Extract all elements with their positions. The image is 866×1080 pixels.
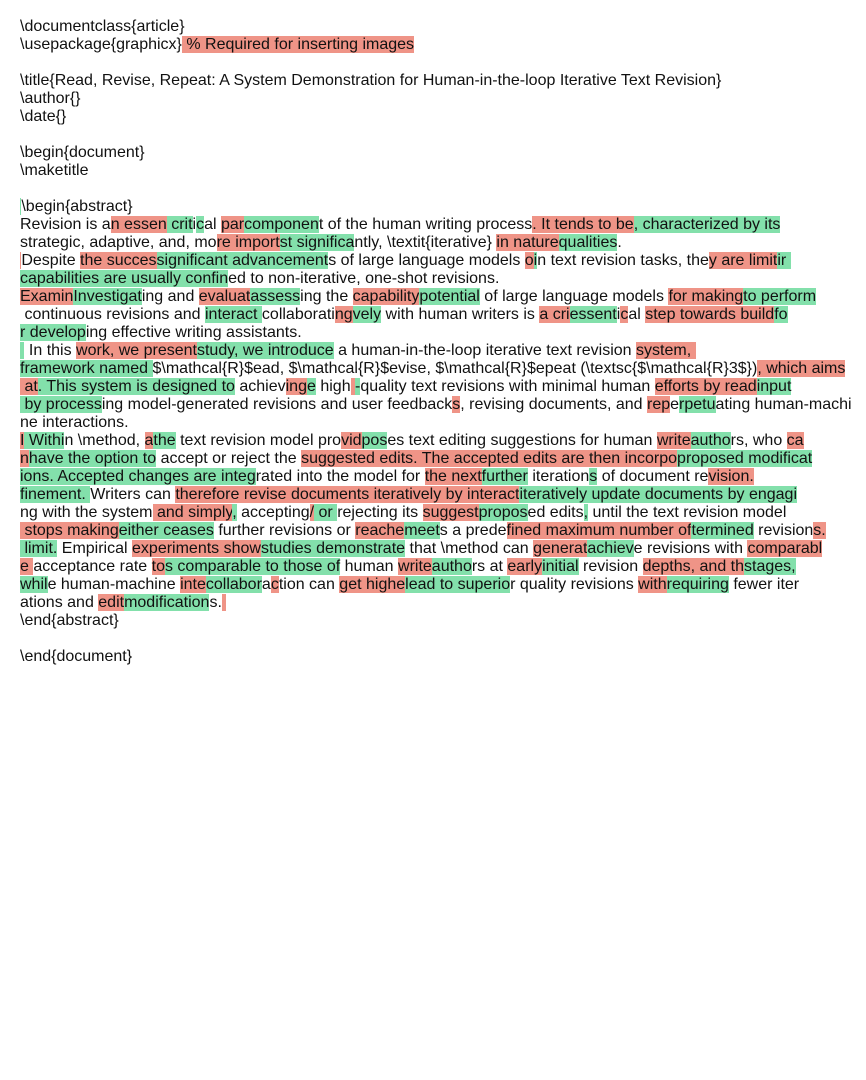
unchanged-text: rs, who xyxy=(730,432,787,449)
unchanged-text: acceptance rate xyxy=(33,558,152,575)
unchanged-text: rated into the model for xyxy=(255,468,425,485)
deleted-text: c xyxy=(270,576,279,593)
unchanged-text: quality text revisions with minimal human xyxy=(360,378,655,395)
deleted-text: s xyxy=(452,396,461,413)
deleted-text: to xyxy=(151,558,165,575)
deleted-text: in nature xyxy=(496,234,559,251)
inserted-text: stages, xyxy=(744,558,796,575)
unchanged-text: \end{document} xyxy=(20,648,133,665)
deleted-text: reache xyxy=(355,522,405,539)
unchanged-text: , revising documents, and xyxy=(460,396,648,413)
unchanged-text: i xyxy=(616,306,621,323)
text-line xyxy=(20,36,866,54)
text-line xyxy=(20,378,866,396)
unchanged-text: revision xyxy=(578,558,643,575)
unchanged-text: of large language models xyxy=(479,288,669,305)
unchanged-text: \maketitle xyxy=(20,162,89,179)
unchanged-text: $\mathcal{R}$ead, $\mathcal{R}$evise, $\mathcal{R}$epeat (\textsc{$\mathcal{R}3$}) xyxy=(152,360,758,377)
deleted-text: at xyxy=(20,378,38,395)
inserted-text: interact xyxy=(205,306,262,323)
unchanged-text: \end{abstract} xyxy=(20,612,119,629)
text-line xyxy=(20,306,866,324)
inserted-text: crit xyxy=(166,216,193,233)
unchanged-text: achiev xyxy=(234,378,286,395)
unchanged-text: text revision model pro xyxy=(175,432,342,449)
unchanged-text: high xyxy=(315,378,351,395)
unchanged-text: ne interactions. xyxy=(20,414,129,431)
deleted-text: y are limit xyxy=(708,252,778,269)
text-line xyxy=(20,216,866,234)
inserted-text: propos xyxy=(478,504,528,521)
unchanged-text: \author{} xyxy=(20,90,81,107)
deleted-text: , which aims xyxy=(757,360,846,377)
deleted-text: stops making xyxy=(20,522,119,539)
deleted-text: c xyxy=(620,306,629,323)
deleted-text: the next xyxy=(424,468,482,485)
unchanged-text: ing model-generated revisions and user feedback xyxy=(101,396,453,413)
unchanged-text: r quality revisions xyxy=(510,576,639,593)
unchanged-text: \begin{abstract} xyxy=(21,198,133,215)
unchanged-text: with human writers is xyxy=(381,306,540,323)
deleted-text: vision. xyxy=(708,468,754,485)
inserted-text: - xyxy=(355,378,361,395)
deleted-text: suggest xyxy=(422,504,479,521)
text-line xyxy=(20,180,866,198)
text-line xyxy=(20,18,866,36)
deleted-text: e xyxy=(20,558,34,575)
inserted-text: i xyxy=(533,252,538,269)
text-line xyxy=(20,324,866,342)
unchanged-text: a human-in-the-loop iterative text revision xyxy=(333,342,637,359)
inserted-text: potential xyxy=(419,288,480,305)
inserted-text: componen xyxy=(244,216,319,233)
deleted-text: Examin xyxy=(20,288,74,305)
unchanged-text: ating human-machi xyxy=(715,396,852,413)
unchanged-text: revision xyxy=(753,522,814,539)
inserted-text: lead to superio xyxy=(405,576,511,593)
deleted-text: / xyxy=(309,504,315,521)
unchanged-text: In this xyxy=(24,342,77,359)
deleted-text: ca xyxy=(786,432,804,449)
inserted-text: , xyxy=(583,504,589,521)
text-line xyxy=(20,90,866,108)
unchanged-text: e human-machine xyxy=(47,576,181,593)
deleted-text: vid xyxy=(341,432,362,449)
deleted-text: with xyxy=(638,576,667,593)
inserted-text: Investigat xyxy=(73,288,142,305)
deleted-text: rep xyxy=(647,396,671,413)
text-line xyxy=(20,342,866,360)
inserted-text: qualities xyxy=(558,234,618,251)
text-line xyxy=(20,198,866,216)
text-line xyxy=(20,612,866,630)
inserted-text: limit. xyxy=(20,540,58,557)
deleted-text: and simply xyxy=(152,504,233,521)
text-line xyxy=(20,72,866,90)
unchanged-text: e revisions with xyxy=(633,540,748,557)
text-line xyxy=(20,648,866,666)
deleted-text: therefore revise documents iteratively by interact xyxy=(175,486,520,503)
unchanged-text: ed to non-iterative, one-shot revisions. xyxy=(228,270,500,287)
inserted-text: requiring xyxy=(666,576,729,593)
unchanged-text: ng with the system xyxy=(20,504,153,521)
text-line xyxy=(20,450,866,468)
deleted-text: comparabl xyxy=(747,540,823,557)
text-line xyxy=(20,126,866,144)
text-line xyxy=(20,288,866,306)
deleted-text: edit xyxy=(98,594,125,611)
unchanged-text: e xyxy=(670,396,680,413)
unchanged-text: ing and xyxy=(141,288,199,305)
text-line xyxy=(20,144,866,162)
text-line xyxy=(20,486,866,504)
text-line xyxy=(20,270,866,288)
deleted-text: o xyxy=(524,252,534,269)
inserted-text: ions. Accepted changes are integ xyxy=(20,468,256,485)
unchanged-text: Empirical xyxy=(57,540,133,557)
inserted-text: capabilities are usually confin xyxy=(20,270,229,287)
inserted-text: autho xyxy=(431,558,472,575)
unchanged-text: ed edits xyxy=(527,504,584,521)
deleted-text: re import xyxy=(216,234,280,251)
deleted-text: ng xyxy=(334,306,353,323)
inserted-text: significant advancement xyxy=(156,252,329,269)
unchanged-text: \date{} xyxy=(20,108,67,125)
unchanged-text: further revisions or xyxy=(213,522,356,539)
deleted-text: step towards build xyxy=(645,306,775,323)
inserted-text: . This system is designed to xyxy=(37,378,235,395)
unchanged-text: al xyxy=(204,216,221,233)
text-line xyxy=(20,576,866,594)
deleted-text: system, xyxy=(636,342,696,359)
deleted-text: the succes xyxy=(80,252,157,269)
inserted-text: essent xyxy=(569,306,617,323)
inserted-text: autho xyxy=(690,432,731,449)
unchanged-text: ations and xyxy=(20,594,99,611)
inserted-text: rpetu xyxy=(679,396,716,413)
unchanged-text: strategic, adaptive, and, mo xyxy=(20,234,217,251)
deleted-text: I xyxy=(20,432,25,449)
unchanged-text: tion can xyxy=(278,576,340,593)
deleted-text: % Required for inserting images xyxy=(181,36,415,53)
deleted-text: depths, and th xyxy=(642,558,745,575)
deleted-text: efforts by read xyxy=(654,378,757,395)
deleted-text: ing xyxy=(285,378,307,395)
inserted-text: pos xyxy=(361,432,388,449)
inserted-text: initial xyxy=(542,558,579,575)
deleted-text: inte xyxy=(180,576,206,593)
unchanged-text: ntly, \textit{iterative} xyxy=(354,234,497,251)
inserted-text: Withi xyxy=(24,432,65,449)
text-line xyxy=(20,630,866,648)
deleted-text: suggested edits. The accepted edits are then incorpo xyxy=(301,450,678,467)
deleted-text: write xyxy=(656,432,691,449)
inserted-text: assess xyxy=(250,288,301,305)
text-line xyxy=(20,414,866,432)
unchanged-text: accept or reject the xyxy=(156,450,302,467)
deleted-text: n essen xyxy=(110,216,167,233)
inserted-text: vely xyxy=(352,306,382,323)
text-line xyxy=(20,108,866,126)
deleted-text: capability xyxy=(352,288,420,305)
text-line xyxy=(20,162,866,180)
deleted-text: s. xyxy=(813,522,826,539)
text-line xyxy=(20,540,866,558)
inserted-text: collabor xyxy=(205,576,262,593)
text-line xyxy=(20,396,866,414)
unchanged-text: \usepackage{graphicx} xyxy=(20,36,182,53)
unchanged-text: ing the xyxy=(300,288,353,305)
deleted-text: experiments show xyxy=(132,540,261,557)
unchanged-text: collaborati xyxy=(261,306,335,323)
inserted-text: e xyxy=(306,378,316,395)
unchanged-text: rs at xyxy=(471,558,508,575)
unchanged-text: until the text revision model xyxy=(588,504,787,521)
inserted-text: to perform xyxy=(743,288,817,305)
unchanged-text: fewer iter xyxy=(728,576,800,593)
inserted-text: meet xyxy=(404,522,440,539)
text-line xyxy=(20,504,866,522)
deleted-text: fined maximum number of xyxy=(506,522,692,539)
unchanged-text: . xyxy=(617,234,622,251)
text-line xyxy=(20,234,866,252)
inserted-text: whil xyxy=(20,576,48,593)
inserted-text: fo xyxy=(774,306,788,323)
unchanged-text: Revision is a xyxy=(20,216,111,233)
inserted-text: by process xyxy=(20,396,102,413)
text-line xyxy=(20,522,866,540)
unchanged-text: ing effective writing assistants. xyxy=(85,324,302,341)
unchanged-text: al xyxy=(628,306,646,323)
inserted-text: , characterized by its xyxy=(633,216,781,233)
unchanged-text: s. xyxy=(209,594,222,611)
deleted-text xyxy=(222,594,226,611)
unchanged-text: \documentclass{article} xyxy=(20,18,185,35)
unchanged-text: n text revision tasks, the xyxy=(537,252,709,269)
inserted-text: , xyxy=(232,504,237,521)
inserted-text: proposed modificat xyxy=(677,450,813,467)
inserted-text: s comparable to those of xyxy=(164,558,341,575)
unchanged-text: of document re xyxy=(597,468,709,485)
unchanged-text: s a prede xyxy=(439,522,507,539)
deleted-text: work, we present xyxy=(76,342,197,359)
deleted-text: . It tends to be xyxy=(532,216,634,233)
deleted-text: generat xyxy=(533,540,588,557)
unchanged-text: \begin{document} xyxy=(20,144,145,161)
unchanged-text: rejecting its xyxy=(337,504,423,521)
inserted-text: framework named xyxy=(20,360,153,377)
inserted-text: st significa xyxy=(279,234,355,251)
inserted-text: input xyxy=(756,378,792,395)
text-line xyxy=(20,594,866,612)
text-line xyxy=(20,468,866,486)
deleted-text: a xyxy=(144,432,154,449)
text-line xyxy=(20,360,866,378)
inserted-text: further xyxy=(481,468,528,485)
inserted-text: c xyxy=(196,216,205,233)
inserted-text: achiev xyxy=(587,540,634,557)
deleted-text: a cri xyxy=(539,306,570,323)
inserted-text: either ceases xyxy=(118,522,214,539)
inserted-text: have the option to xyxy=(28,450,157,467)
inserted-text: s xyxy=(589,468,598,485)
unchanged-text: s of large language models xyxy=(328,252,525,269)
deleted-text: n xyxy=(20,450,29,467)
inserted-text: the xyxy=(153,432,176,449)
unchanged-text: Writers can xyxy=(90,486,176,503)
inserted-text: finement. xyxy=(20,486,91,503)
unchanged-text: continuous revisions and xyxy=(20,306,205,323)
unchanged-text: t of the human writing process xyxy=(318,216,533,233)
deleted-text: early xyxy=(507,558,543,575)
text-line xyxy=(20,432,866,450)
unchanged-text: iteration xyxy=(527,468,590,485)
unchanged-text: es text editing suggestions for human xyxy=(387,432,657,449)
inserted-text: termined xyxy=(691,522,754,539)
inserted-text: iteratively update documents by engagi xyxy=(519,486,797,503)
unchanged-text: accepting xyxy=(236,504,310,521)
inserted-text: modification xyxy=(124,594,210,611)
inserted-text: r develop xyxy=(20,324,86,341)
inserted-text: study, we introduce xyxy=(196,342,334,359)
inserted-text: or xyxy=(314,504,338,521)
text-line xyxy=(20,252,866,270)
unchanged-text: human xyxy=(340,558,399,575)
unchanged-text: that \method can xyxy=(405,540,534,557)
deleted-text: get highe xyxy=(339,576,406,593)
deleted-text: write xyxy=(398,558,432,575)
unchanged-text: a xyxy=(261,576,271,593)
unchanged-text: \title{Read, Revise, Repeat: A System Demonstration for Human-in-the-loop Iterative Text Revision} xyxy=(20,72,722,89)
text-line xyxy=(20,558,866,576)
unchanged-text: i xyxy=(192,216,197,233)
unchanged-text: Despite xyxy=(21,252,81,269)
deleted-text: evaluat xyxy=(198,288,251,305)
text-line xyxy=(20,54,866,72)
deleted-text: par xyxy=(221,216,245,233)
inserted-text: studies demonstrate xyxy=(260,540,406,557)
unchanged-text: n \method, xyxy=(64,432,145,449)
inserted-text: ir xyxy=(777,252,791,269)
deleted-text: for making xyxy=(668,288,744,305)
